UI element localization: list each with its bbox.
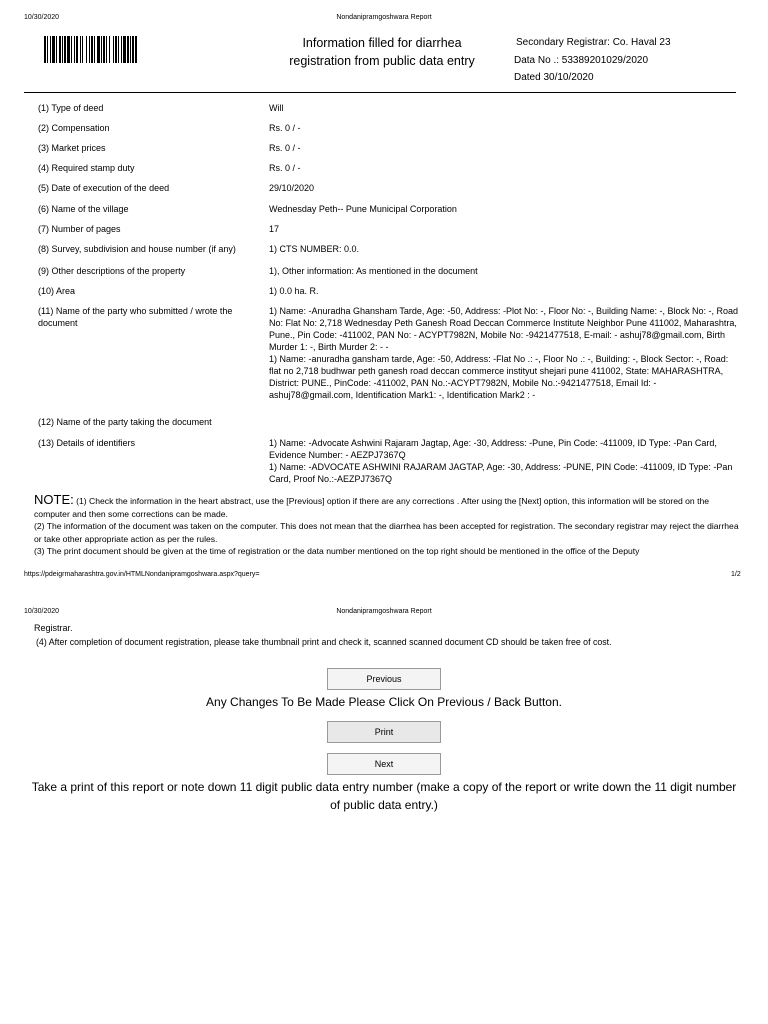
previous-button[interactable]: Previous (327, 668, 441, 690)
row-label-receiving-party: (12) Name of the party taking the document (38, 417, 212, 427)
print-message: Take a print of this report or note down 11 digit public data entry number (make a copy of the report or write down the 11 digit number of public data entry.) (31, 780, 737, 812)
row-value-area: 1) 0.0 ha. R. (269, 286, 319, 296)
row-label-identifiers: (13) Details of identifiers (38, 438, 136, 448)
row-value-survey: 1) CTS NUMBER: 0.0. (269, 244, 360, 254)
row-value-submitting-party: 1) Name: -Anuradha Ghansham Tarde, Age: -50, Address: -Plot No: -, Floor No: -, Building Name: -, Block No: -, Road No: Flat No: 2,718 Wednesday Peth Ganesh Road Deccan Commerce Institute Neighbor Pune 411002, Maharashtra, Pune., Pin Code: -411002, PAN No: - ACYPT7982N, Mobile No: -9421477518, E-mail: - ashuj78@gmail.com, Birth Murder 1: -, Birth Murder 2: - - 1) Name: -anuradha gansham tarde, Age: -50, Address: -Flat No .: -, Floor No .: -, Building: -, Block Sector: -, Road: flat no 2,718 budhwar peth ganesh road deccan commerce instityut shejari pune 411002, State: MAHARASHTRA, District: PUNE., PinCode: -411002, PAN No.:-ACYPT7982N, Mobile No.:-9421477518, Email Id: -ashuj78@gmail.com, Identification Mark1: -, Identification Mark2 : - (269, 306, 739, 400)
row-label-other-descriptions: (9) Other descriptions of the property (38, 266, 186, 276)
page1-header-title: Nondanipramgoshwara Report (336, 14, 432, 21)
row-value-type-of-deed: Will (269, 103, 284, 113)
note-section (34, 494, 740, 558)
secondary-registrar: Secondary Registrar: Co. Haval 23 (516, 37, 671, 48)
note-item-3: (3) The print document should be given at the time of registration or the data number mentioned on the top right should be mentioned in the office of the Deputy (34, 546, 640, 556)
row-label-survey: (8) Survey, subdivision and house number (if any) (38, 244, 236, 254)
registrar-continuation: Registrar. (34, 623, 73, 633)
row-value-pages: 17 (269, 224, 280, 234)
row-label-stamp-duty: (4) Required stamp duty (38, 163, 135, 173)
report-title: Information filled for diarrhea registration from public data entry (289, 36, 475, 68)
note-item-4: (4) After completion of document registration, please take thumbnail print and check it, scanned scanned document CD should be taken free of cost. (36, 637, 612, 647)
note-label: NOTE: (34, 492, 74, 507)
note-item-1: (1) Check the information in the heart abstract, use the [Previous] option if there are any corrections . After using the [Next] option, this information will be stored on the computer and then some corrections can be made. (34, 496, 710, 519)
header-divider (24, 92, 736, 93)
row-value-compensation: Rs. 0 / - (269, 123, 301, 133)
row-label-compensation: (2) Compensation (38, 123, 110, 133)
row-value-village: Wednesday Peth-- Pune Municipal Corporation (269, 204, 457, 214)
row-label-area: (10) Area (38, 286, 76, 296)
row-value-stamp-duty: Rs. 0 / - (269, 163, 301, 173)
footer-page-number: 1/2 (731, 571, 741, 578)
row-label-market-prices: (3) Market prices (38, 143, 106, 153)
next-button[interactable]: Next (327, 753, 441, 775)
row-label-village: (6) Name of the village (38, 204, 129, 214)
barcode-image (44, 36, 174, 63)
row-label-type-of-deed: (1) Type of deed (38, 103, 104, 113)
changes-message: Any Changes To Be Made Please Click On Previous / Back Button. (206, 695, 562, 709)
row-value-execution-date: 29/10/2020 (269, 183, 315, 193)
page2-header-title: Nondanipramgoshwara Report (336, 608, 432, 615)
page2-header-date: 10/30/2020 (24, 608, 60, 615)
print-button[interactable]: Print (327, 721, 441, 743)
note-item-2: (2) The information of the document was taken on the computer. This does not mean that the diarrhea has been accepted for registration. The secondary registrar may reject the diarrhea or take other appropriate action as per the rules. (34, 521, 739, 544)
row-value-other-descriptions: 1), Other information: As mentioned in the document (269, 266, 478, 276)
dated-label: Dated 30/10/2020 (514, 72, 594, 83)
row-label-pages: (7) Number of pages (38, 224, 121, 234)
row-value-market-prices: Rs. 0 / - (269, 143, 301, 153)
data-number: Data No .: 53389201029/2020 (514, 55, 648, 66)
row-label-submitting-party: (11) Name of the party who submitted / wrote the document (38, 306, 233, 328)
page1-header-date: 10/30/2020 (24, 14, 60, 21)
row-value-identifiers: 1) Name: -Advocate Ashwini Rajaram Jagtap, Age: -30, Address: -Pune, Pin Code: -411009, ID Type: -Pan Card, Evidence Number: - AEZPJ7367Q 1) Name: -ADVOCATE ASHWINI RAJARAM JAGTAP, Age: -30, Address: -PUNE, PIN Code: -411009, ID Type: -Pan Card, Proof No.:-AEZPJ7367Q (269, 438, 733, 484)
footer-url: https://pdeigrmaharashtra.gov.in/HTMLNondanipramgoshwara.aspx?query= (24, 571, 260, 578)
row-label-execution-date: (5) Date of execution of the deed (38, 183, 170, 193)
